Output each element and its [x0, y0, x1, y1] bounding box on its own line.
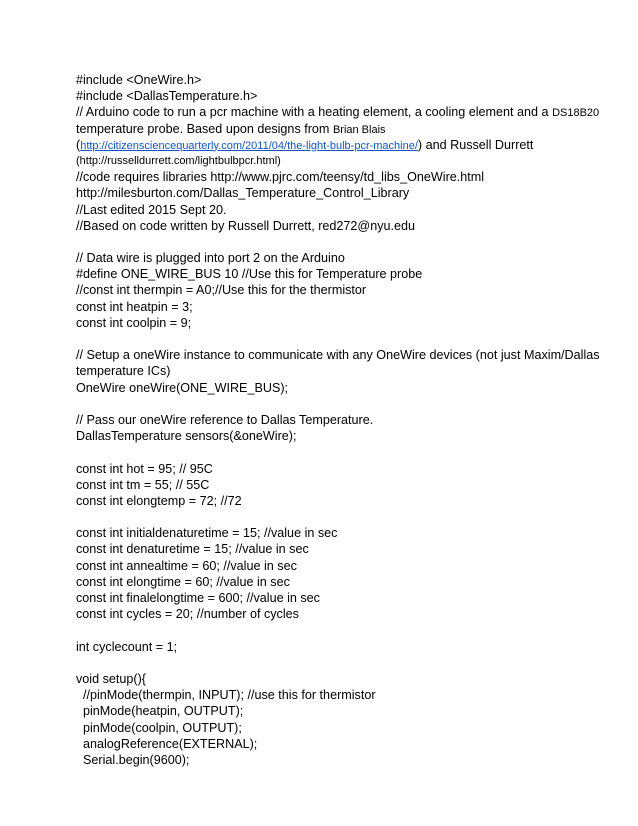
code-text: temperature probe. Based upon designs from — [76, 121, 333, 136]
code-line: const int elongtemp = 72; //72 — [76, 493, 242, 508]
code-line — [76, 104, 600, 120]
code-line: //Last edited 2015 Sept 20. — [76, 202, 227, 217]
author-name: Brian Blais — [332, 123, 386, 136]
code-line: const int hot = 95; // 95C — [76, 461, 213, 476]
code-listing — [76, 72, 600, 768]
code-line: pinMode(coolpin, OUTPUT); — [76, 720, 242, 735]
code-line: (http://russelldurrett.com/lightbulbpcr.html) — [76, 154, 281, 167]
code-line: //Based on code written by Russell Durrett, red272@nyu.edu — [76, 218, 416, 233]
code-line: // Pass our oneWire reference to Dallas Temperature. — [76, 412, 374, 427]
code-line: int cyclecount = 1; — [76, 639, 178, 654]
blank-line — [76, 234, 576, 250]
code-line: #include <DallasTemperature.h> — [76, 89, 258, 104]
code-text: // Arduino code to run a pcr machine with a heating element, a cooling element and a — [76, 105, 553, 120]
code-line: #include <OneWire.h> — [76, 73, 202, 87]
code-text: ) and Russell Durrett — [417, 137, 534, 152]
code-line: const int heatpin = 3; — [76, 299, 193, 314]
code-line: const int elongtime = 60; //value in sec — [76, 574, 290, 589]
code-line: const int tm = 55; // 55C — [76, 477, 210, 492]
citizenscience-link[interactable]: http://citizensciencequarterly.com/2011/04/the-light-bulb-pcr-machine/ — [80, 139, 418, 152]
blank-line — [76, 331, 576, 347]
code-line: pinMode(heatpin, OUTPUT); — [76, 704, 244, 719]
code-line: const int annealtime = 60; //value in sec — [76, 558, 297, 573]
code-line: temperature ICs) — [76, 364, 171, 379]
code-line — [76, 121, 576, 137]
code-line: //const int thermpin = A0;//Use this for the thermistor — [76, 283, 367, 298]
blank-line — [76, 396, 576, 412]
code-line: #define ONE_WIRE_BUS 10 //Use this for Temperature probe — [76, 267, 423, 282]
code-line: const int cycles = 20; //number of cycles — [76, 607, 299, 622]
code-line: http://milesburton.com/Dallas_Temperature_Control_Library — [76, 186, 410, 201]
code-text: DS18B20 — [552, 107, 600, 120]
code-line: OneWire oneWire(ONE_WIRE_BUS); — [76, 380, 289, 395]
code-line: const int finalelongtime = 600; //value in sec — [76, 591, 320, 605]
code-line: DallasTemperature sensors(&oneWire); — [76, 429, 297, 444]
code-line: Serial.begin(9600); — [76, 752, 190, 767]
code-line — [76, 137, 576, 153]
code-line: //code requires libraries http://www.pjrc.com/teensy/td_libs_OneWire.html — [76, 170, 485, 185]
code-line: const int coolpin = 9; — [76, 315, 192, 330]
blank-line — [76, 655, 576, 671]
code-line: void setup(){ — [76, 671, 147, 686]
code-line: // Data wire is plugged into port 2 on the Arduino — [76, 251, 345, 266]
blank-line — [76, 444, 576, 460]
code-line: //pinMode(thermpin, INPUT); //use this for thermistor — [76, 688, 376, 703]
code-line: analogReference(EXTERNAL); — [76, 736, 258, 751]
blank-line — [76, 509, 576, 525]
blank-line — [76, 622, 576, 638]
code-line: // Setup a oneWire instance to communicate with any OneWire devices (not just Maxim/Dallas — [76, 348, 600, 363]
code-line: const int denaturetime = 15; //value in sec — [76, 542, 309, 557]
code-text: ( — [76, 137, 81, 152]
code-line: const int initialdenaturetime = 15; //value in sec — [76, 526, 338, 541]
